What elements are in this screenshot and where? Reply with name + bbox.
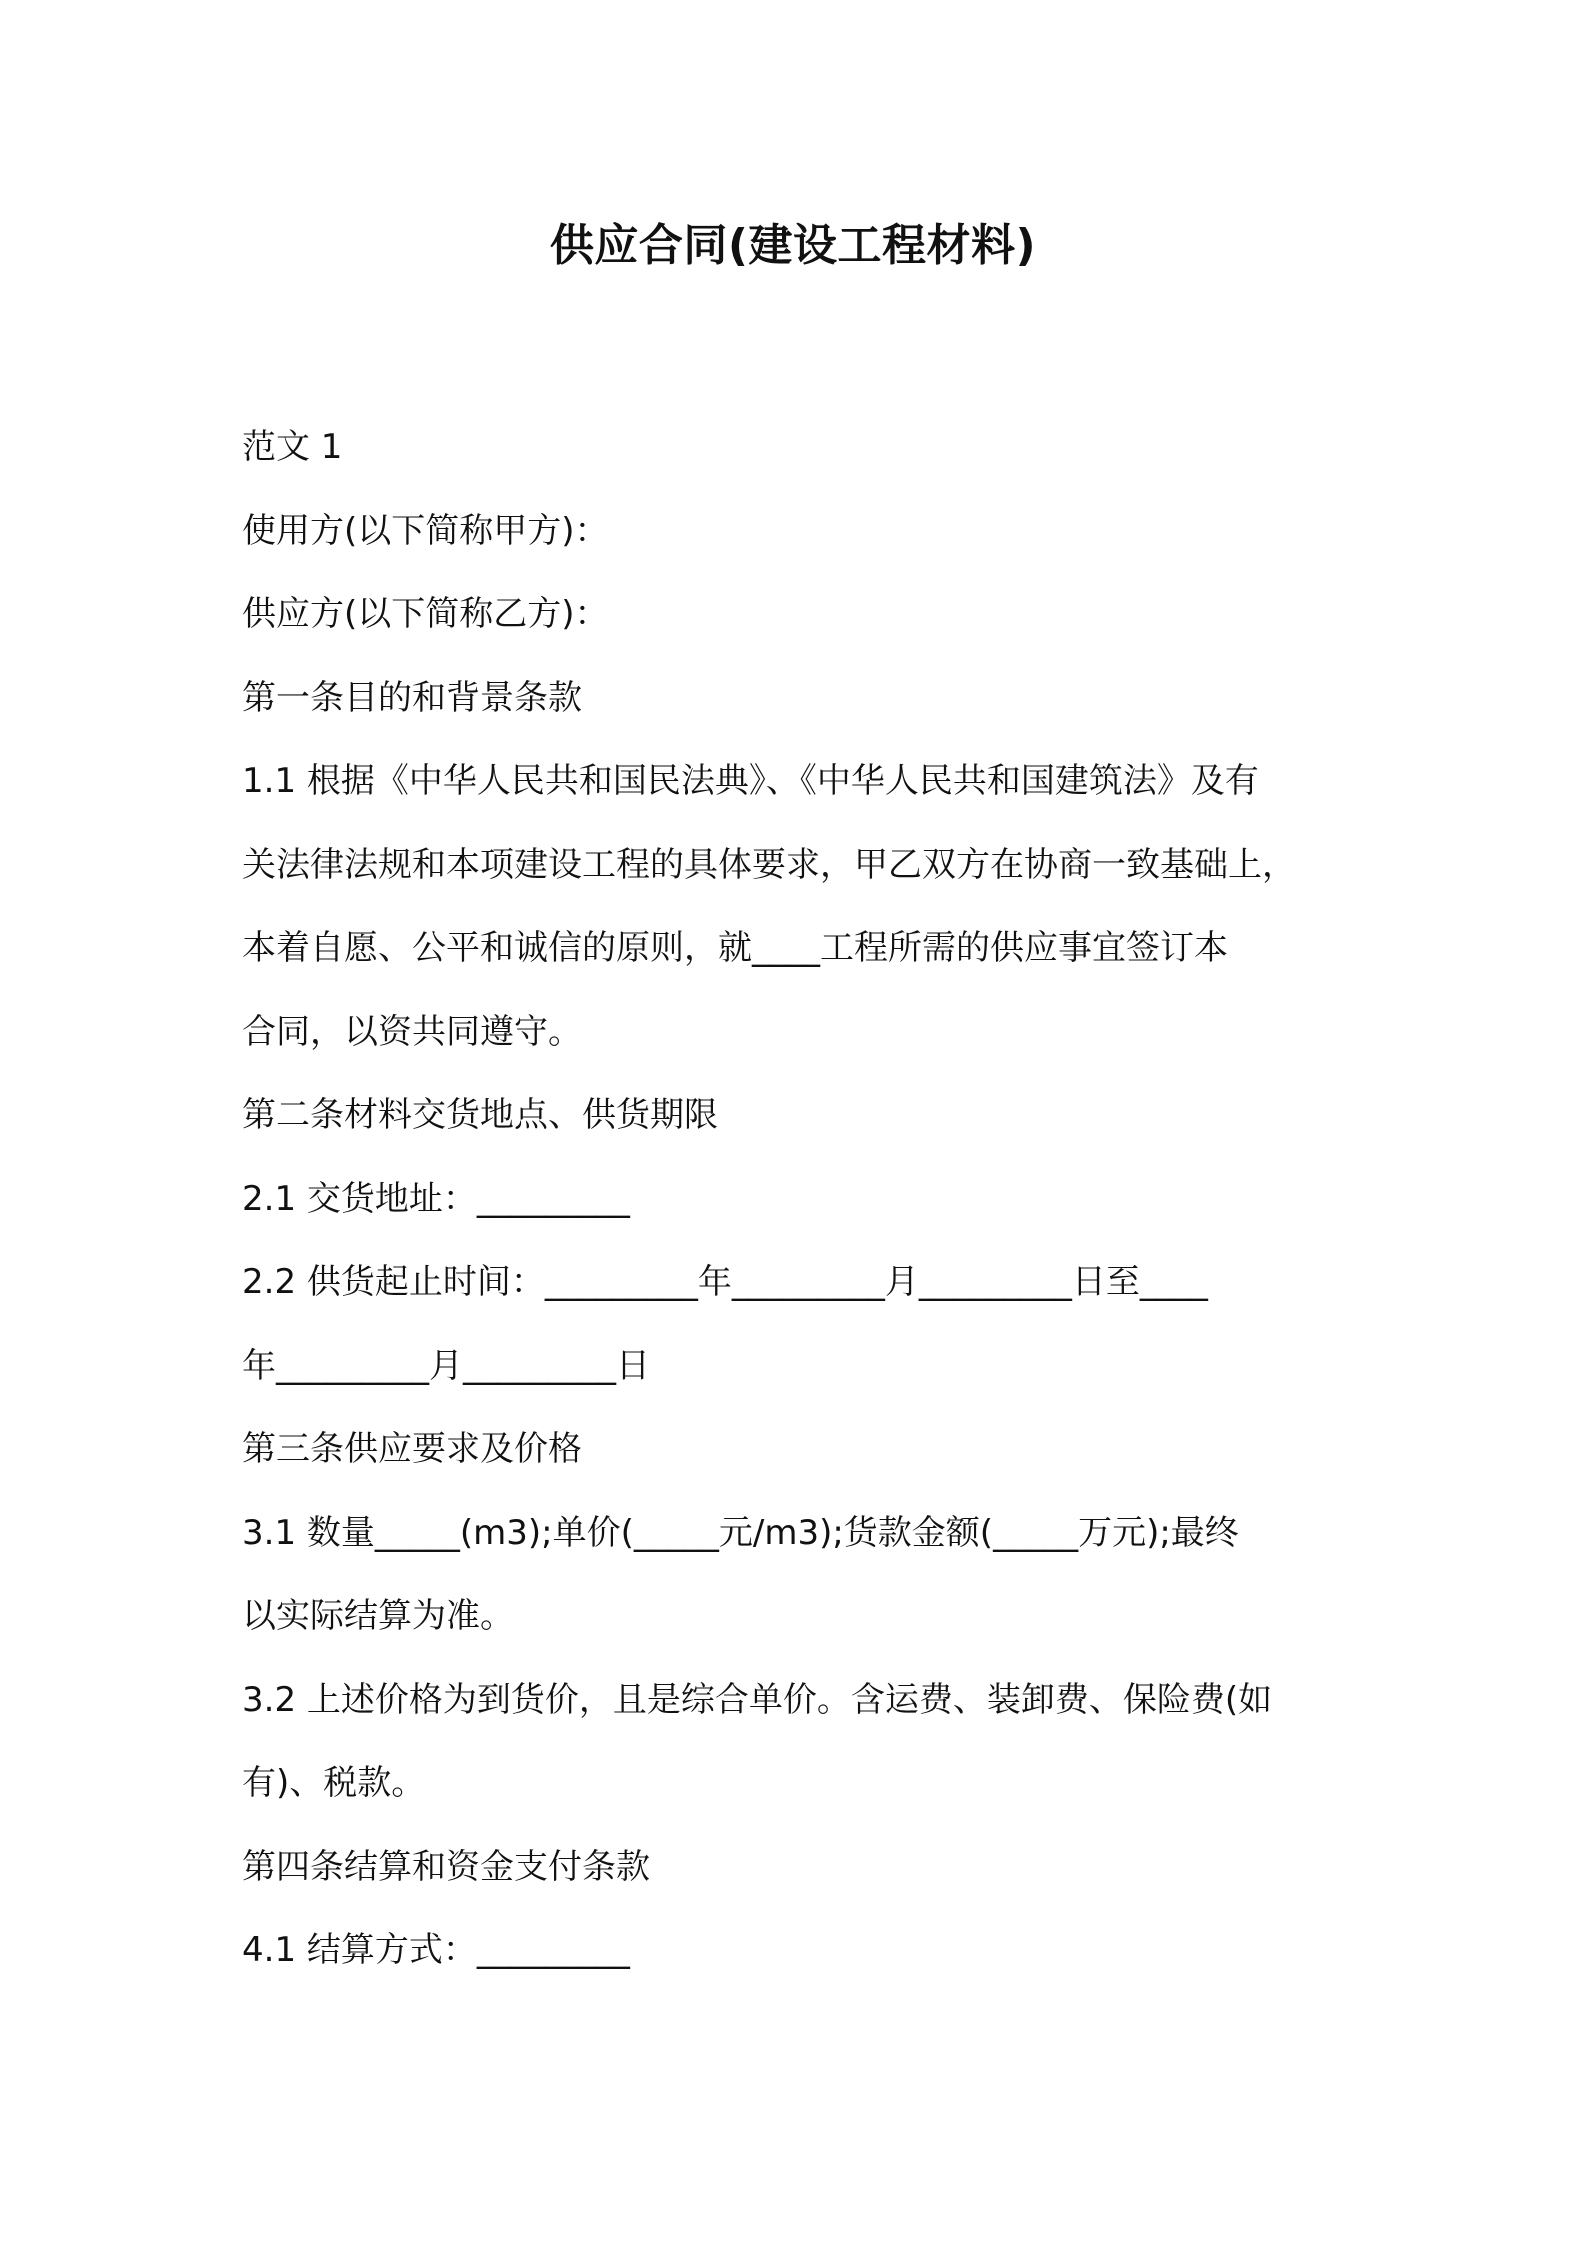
clause-3-1-line-2: 以实际结算为准。	[242, 1596, 514, 1636]
article-4-heading: 第四条结算和资金支付条款	[242, 1846, 650, 1887]
article-1-heading: 第一条目的和背景条款	[242, 677, 582, 718]
clause-1-1-line-4: 合同，以资共同遵守。	[242, 1011, 582, 1052]
article-3-heading: 第三条供应要求及价格	[242, 1429, 582, 1469]
clause-2-2-line-1: 2.2 供货起止时间：_________年_________月_________日至____	[242, 1262, 1208, 1302]
sample-label: 范文 1	[242, 427, 343, 467]
clause-1-1-line-1: 1.1 根据《中华人民共和国民法典》、《中华人民共和国建筑法》及有	[242, 761, 1259, 801]
clause-3-1-line-1: 3.1 数量_____(m3);单价(_____元/m3);货款金额(_____万元);最终	[242, 1512, 1239, 1553]
party-b-line: 供应方(以下简称乙方)：	[242, 594, 609, 634]
clause-1-1-line-2: 关法律法规和本项建设工程的具体要求，甲乙双方在协商一致基础上，	[242, 844, 1296, 885]
clause-3-2-line-1: 3.2 上述价格为到货价，且是综合单价。含运费、装卸费、保险费(如	[242, 1679, 1273, 1720]
clause-2-2-line-2: 年_________月_________日	[242, 1345, 650, 1386]
document-body	[242, 406, 1362, 1993]
clause-2-1: 2.1 交货地址：_________	[242, 1178, 630, 1219]
clause-4-1: 4.1 结算方式：_________	[242, 1930, 630, 1970]
document-title: 供应合同(建设工程材料)	[549, 220, 1037, 271]
clause-1-1-line-3: 本着自愿、公平和诚信的原则，就____工程所需的供应事宜签订本	[242, 928, 1228, 968]
article-2-heading: 第二条材料交货地点、供货期限	[242, 1095, 718, 1135]
clause-3-2-line-2: 有)、税款。	[242, 1763, 426, 1803]
party-a-line: 使用方(以下简称甲方)：	[242, 510, 609, 551]
